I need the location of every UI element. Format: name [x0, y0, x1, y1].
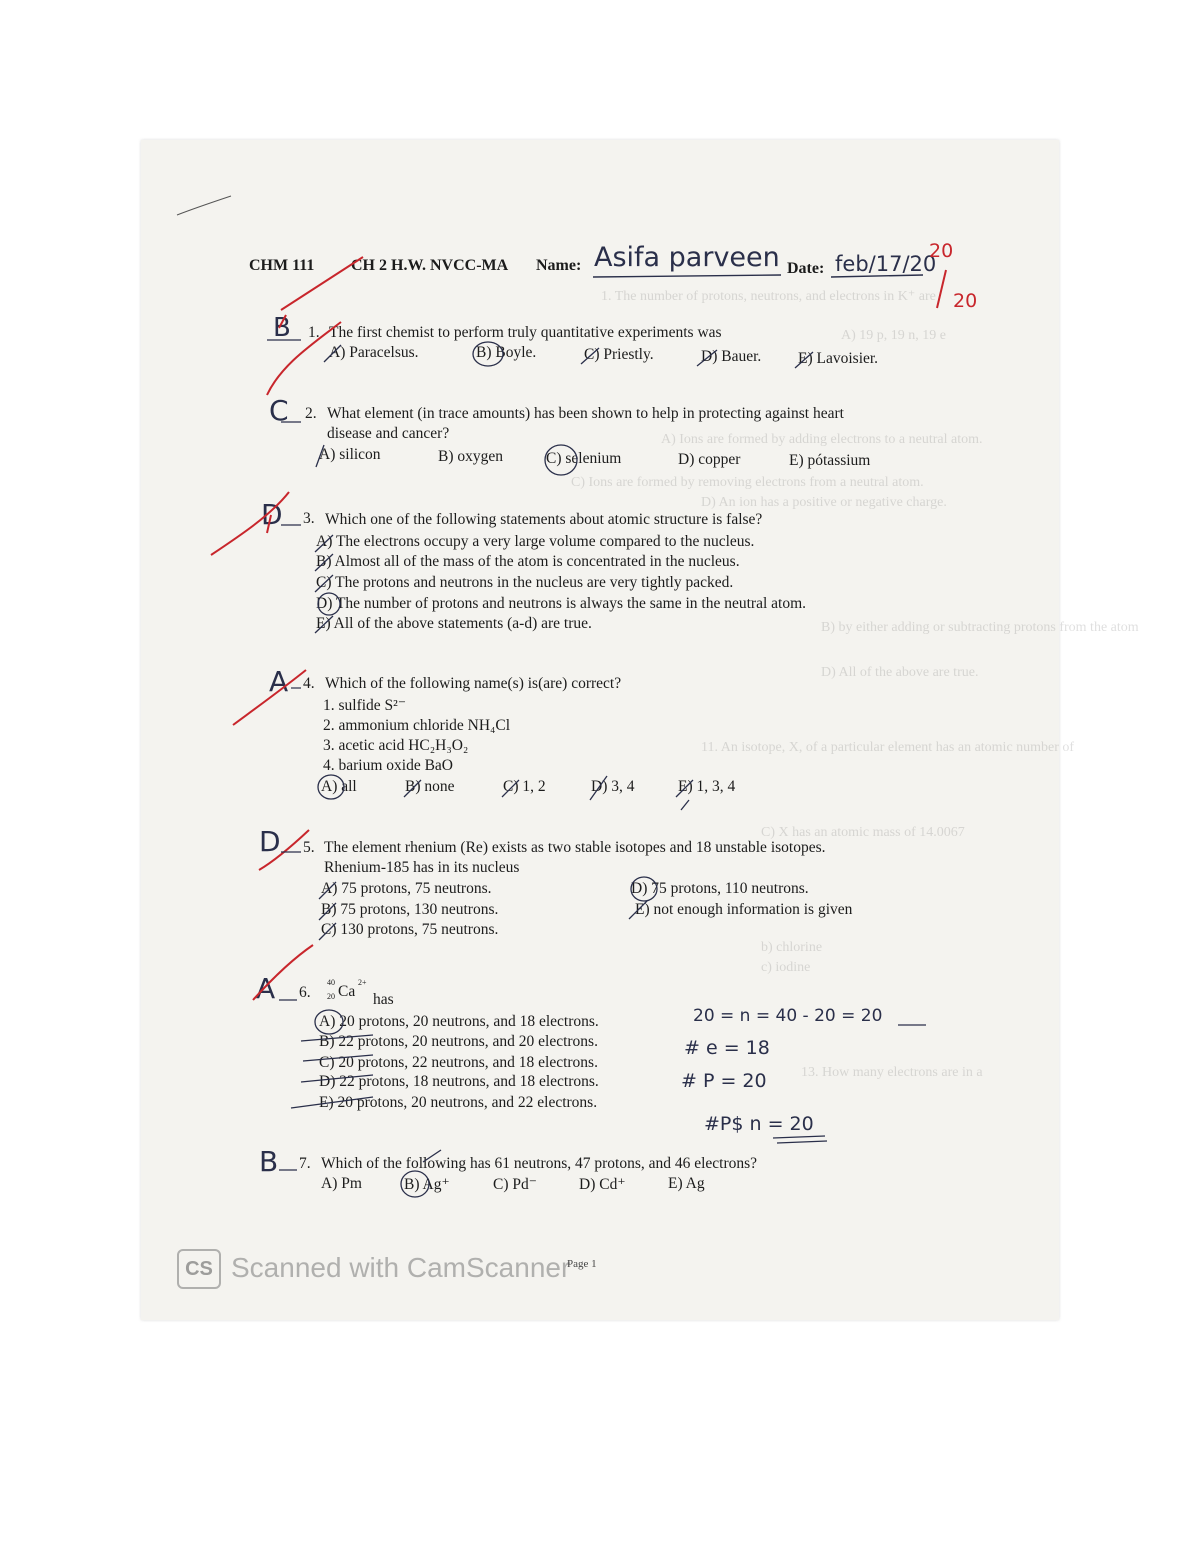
q5-circle — [631, 877, 657, 901]
q4-option-a: A) all — [321, 778, 357, 795]
q4-item-3: 3. acetic acid HC₂H₃O₂ — [323, 737, 469, 754]
work-double-underline — [773, 1136, 827, 1143]
q6-text: has — [373, 991, 394, 1008]
q7-text: Which of the following has 61 neutrons, 47 protons, and 46 electrons? — [321, 1155, 758, 1172]
q5-number: 5. — [303, 839, 315, 856]
q2-strike — [316, 445, 324, 467]
q6-circle — [315, 1010, 343, 1034]
q3-option-c: C) The protons and neutrons in the nucleus are very tightly packed. — [316, 574, 734, 591]
q3-check-mark — [211, 492, 289, 555]
bleed-through: C) X has an atomic mass of 14.0067 — [761, 825, 965, 840]
q2-option-b: B) oxygen — [438, 448, 504, 465]
q4-option-d: D) 3, 4 — [591, 778, 635, 795]
q6-option-d: D) 22 protons, 18 neutrons, and 18 electrons. — [319, 1073, 599, 1090]
q4-text: Which of the following name(s) is(are) correct? — [325, 675, 622, 692]
camscanner-logo: CS — [177, 1249, 221, 1289]
course-code: CHM 111 — [249, 257, 315, 274]
bleed-through: D) All of the above are true. — [821, 665, 979, 680]
bleed-through: 13. How many electrons are in a — [801, 1065, 983, 1080]
q4-number: 4. — [303, 675, 315, 692]
q7-stray-mark — [423, 1150, 441, 1162]
q6-work-line4: #P$ n = 20 — [704, 1113, 814, 1135]
q5-option-a: A) 75 protons, 75 neutrons. — [321, 880, 492, 897]
q6-ion-charge: 2+ — [358, 978, 367, 987]
name-underline — [593, 275, 781, 277]
q1-option-a: A) Paracelsus. — [329, 344, 419, 361]
q7-option-c: C) Pd⁻ — [493, 1176, 537, 1193]
q4-item-1: 1. sulfide S²⁻ — [323, 697, 407, 714]
q7-number: 7. — [299, 1155, 311, 1172]
watermark-text: Scanned with CamScanner — [231, 1252, 571, 1283]
q3-strikes — [315, 535, 333, 633]
q5-answer: D — [259, 825, 281, 858]
q7-option-b: B) Ag⁺ — [404, 1176, 450, 1193]
q2-check-mark — [267, 322, 341, 395]
page-number: Page 1 — [567, 1258, 597, 1270]
q1-option-c: C) Priestly. — [584, 346, 654, 363]
q4-option-e: E) 1, 3, 4 — [678, 778, 736, 795]
q6-option-c: C) 20 protons, 22 neutrons, and 18 electrons. — [319, 1054, 598, 1071]
q4-option-b: B) none — [405, 778, 455, 795]
q3-answer: D — [261, 498, 283, 531]
bleed-through: 11. An isotope, X, of a particular element has an atomic number of — [701, 740, 1075, 755]
q2-option-a: A) silicon — [319, 446, 381, 463]
q1-answer: B — [273, 313, 291, 343]
bleed-through: D) An ion has a positive or negative charge. — [701, 495, 947, 510]
q3-circle — [318, 593, 340, 615]
score-numerator: 20 — [929, 240, 954, 262]
q6-work-line2: # e = 18 — [684, 1037, 770, 1059]
q7-option-a: A) Pm — [321, 1175, 362, 1192]
q3-option-e: E) All of the above statements (a-d) are true. — [316, 615, 592, 632]
q6-check-mark — [253, 945, 313, 1000]
q1-strike — [324, 345, 341, 362]
q1-strike — [581, 348, 599, 364]
q1-number: 1. — [308, 324, 320, 341]
grading-marks — [141, 140, 1059, 1320]
q5-option-b: B) 75 protons, 130 neutrons. — [321, 901, 499, 918]
bleed-through: A) 19 p, 19 n, 19 e — [841, 328, 946, 343]
q1-check-mark — [279, 257, 363, 328]
q5-check-mark — [259, 830, 309, 870]
bleed-through: b) chlorine — [761, 940, 823, 955]
scanned-page — [141, 140, 1139, 1320]
q6-work-line3: # P = 20 — [681, 1070, 767, 1092]
name-label: Name: — [536, 257, 582, 274]
q7-answer: B — [259, 1145, 279, 1178]
q2-circle — [545, 445, 577, 475]
q6-answer: A — [256, 972, 276, 1005]
q1-circle — [473, 342, 503, 366]
date-underline — [831, 275, 923, 277]
q2-number: 2. — [305, 405, 317, 422]
q4-item-2: 2. ammonium chloride NH₄Cl — [323, 717, 511, 734]
q5-text-line1: The element rhenium (Re) exists as two stable isotopes and 18 unstable isotopes. — [324, 839, 826, 856]
q7-option-e: E) Ag — [668, 1175, 705, 1192]
q6-mass-number: 40 — [327, 978, 335, 987]
q6-atomic-number: 20 — [327, 992, 335, 1001]
q5-strikes — [319, 882, 647, 940]
q6-work-line1: 20 = n = 40 - 20 = 20 — [693, 1006, 883, 1026]
q2-answer: C — [269, 394, 289, 427]
q4-circle — [318, 775, 344, 799]
q6-element-symbol: Ca — [338, 983, 356, 1000]
q1-option-b: B) Boyle. — [476, 344, 537, 361]
q4-check-mark — [233, 670, 306, 725]
assignment-title: CH 2 H.W. NVCC-MA — [351, 257, 509, 274]
q5-option-c: C) 130 protons, 75 neutrons. — [321, 921, 499, 938]
q4-option-c: C) 1, 2 — [503, 778, 546, 795]
q2-text-line1: What element (in trace amounts) has been shown to help in protecting against heart — [327, 405, 844, 422]
q3-option-d: D) The number of protons and neutrons is always the same in the neutral atom. — [316, 595, 806, 612]
q7-option-d: D) Cd⁺ — [579, 1176, 626, 1193]
q4-item-4: 4. barium oxide BaO — [323, 757, 454, 774]
q6-strikes — [291, 1035, 373, 1108]
q4-answer: A — [269, 665, 289, 698]
bleed-through: 1. The number of protons, neutrons, and electrons in K⁺ are — [601, 289, 936, 304]
bleed-through: c) iodine — [761, 960, 811, 975]
score-slash — [937, 270, 946, 308]
q3-option-b: B) Almost all of the mass of the atom is concentrated in the nucleus. — [316, 553, 740, 570]
q5-option-e: E) not enough information is given — [635, 901, 853, 918]
score-denominator: 20 — [953, 290, 978, 312]
q2-option-e: E) pótassium — [789, 452, 871, 469]
q6-option-b: B) 22 protons, 20 neutrons, and 20 electrons. — [319, 1033, 598, 1050]
q1-text: The first chemist to perform truly quantitative experiments was — [329, 324, 722, 341]
q5-text-line2: Rhenium-185 has in its nucleus — [324, 859, 520, 876]
q2-option-c: C) selenium — [546, 450, 622, 467]
q3-option-a: A) The electrons occupy a very large volume compared to the nucleus. — [316, 533, 755, 550]
date-value: feb/17/20 — [835, 252, 937, 276]
q1-option-d: D) Bauer. — [701, 348, 762, 365]
bleed-through: C) Ions are formed by removing electrons from a neutral atom. — [571, 475, 924, 490]
name-value: Asifa parveen — [594, 242, 780, 273]
q2-text-line2: disease and cancer? — [327, 425, 450, 442]
q2-option-d: D) copper — [678, 451, 741, 468]
q3-text: Which one of the following statements about atomic structure is false? — [325, 511, 763, 528]
stray-pen-mark — [175, 190, 235, 220]
q6-number: 6. — [299, 984, 311, 1001]
q4-strikes — [404, 776, 693, 810]
q6-option-a: A) 20 protons, 20 neutrons, and 18 electrons. — [319, 1013, 599, 1030]
q1-option-e: E) Lavoisier. — [798, 350, 879, 367]
q3-number: 3. — [303, 510, 315, 527]
q1-strike — [795, 352, 813, 368]
date-label: Date: — [787, 260, 825, 277]
q5-option-d: D) 75 protons, 110 neutrons. — [631, 880, 809, 897]
bleed-through: B) by either adding or subtracting protons from the atom — [821, 620, 1139, 635]
bleed-through: A) Ions are formed by adding electrons to a neutral atom. — [661, 432, 983, 447]
q6-option-e: E) 20 protons, 20 neutrons, and 22 electrons. — [319, 1094, 598, 1111]
q7-circle — [401, 1171, 429, 1197]
q1-strike — [697, 350, 717, 366]
